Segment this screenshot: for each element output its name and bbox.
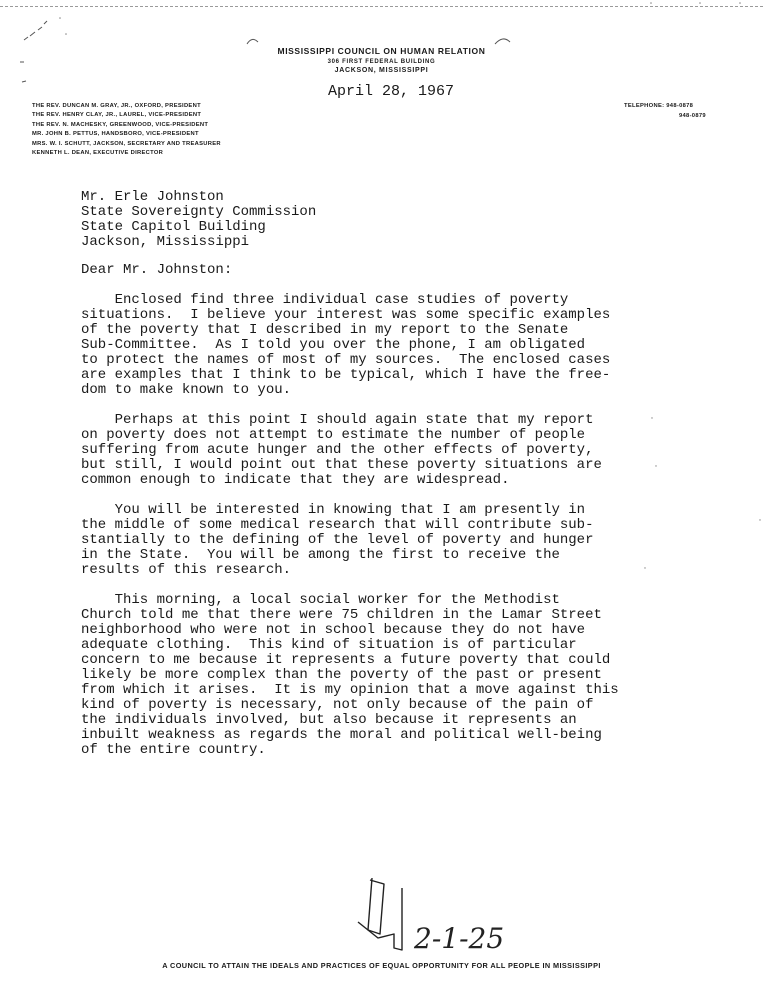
body-paragraph-4 [81,593,619,758]
recipient-line: Mr. Erle Johnston [81,189,224,205]
recipient-line: State Sovereignty Commission [81,204,317,220]
body-line: on poverty does not attempt to estimate the number of people [81,427,586,443]
officers-list [32,102,221,158]
officer-line: THE REV. N. MACHESKY, GREENWOOD, VICE-PRESIDENT [32,121,209,128]
body-paragraph-3 [81,503,593,578]
body-line: inbuilt weakness as regards the moral and political well-being [81,727,602,743]
officer-line: THE REV. DUNCAN M. GRAY, JR., OXFORD, PRESIDENT [32,103,201,109]
handwritten-file-mark [350,868,550,952]
body-line: Enclosed find three individual case studies of poverty [81,292,569,308]
telephone-secondary: 948-0879 [679,112,706,119]
body-line: in the State. You will be among the first to receive the [81,547,560,563]
officer-line: MRS. W. I. SCHUTT, JACKSON, SECRETARY AND TREASURER [32,140,221,147]
telephone-primary: TELEPHONE: 948-0878 [624,103,694,109]
letter-date: April 28, 1967 [328,83,455,100]
body-line: Sub-Committee. As I told you over the phone, I am obligated [81,337,586,353]
salutation: Dear Mr. Johnston: [81,262,233,278]
telephone-block [624,102,706,121]
body-line: of the entire country. [81,742,266,758]
body-line: the middle of some medical research that will contribute sub- [81,517,594,533]
body-line: neighborhood who were not in school because they do not have [81,622,586,638]
body-line: This morning, a local social worker for the Methodist [81,592,560,608]
body-line: from which it arises. It is my opinion that a move against this [81,682,619,698]
body-line: suffering from acute hunger and the other effects of poverty, [81,442,594,458]
recipient-line: State Capitol Building [81,219,266,235]
org-address-line2: JACKSON, MISSISSIPPI [334,67,429,74]
org-address-line1: 306 FIRST FEDERAL BUILDING [327,59,436,65]
recipient-address [81,190,316,250]
body-line: common enough to indicate that they are widespread. [81,472,510,488]
body-line: likely be more complex than the poverty of the past or present [81,667,602,683]
letterhead-footer: A COUNCIL TO ATTAIN THE IDEALS AND PRACTICES OF EQUAL OPPORTUNITY FOR ALL PEOPLE IN MISSISSIPPI [162,961,601,970]
body-line: to protect the names of most of my sources. The enclosed cases [81,352,611,368]
body-line: adequate clothing. This kind of situation is of particular [81,637,577,653]
body-line: of the poverty that I described in my report to the Senate [81,322,569,338]
officer-line: KENNETH L. DEAN, EXECUTIVE DIRECTOR [32,150,164,157]
handwritten-note: 2-1-25 [414,922,505,952]
body-line: kind of poverty is necessary, not only because of the pain of [81,697,594,713]
body-line: Perhaps at this point I should again state that my report [81,412,594,428]
body-line: results of this research. [81,562,292,578]
body-line: concern to me because it represents a future poverty that could [81,652,611,668]
body-line: stantially to the defining of the level of poverty and hunger [81,532,594,548]
body-line: the individuals involved, but also because it represents an [81,712,577,728]
body-paragraph-2 [81,413,602,488]
org-name: MISSISSIPPI COUNCIL ON HUMAN RELATION [277,46,486,56]
body-line: are examples that I think to be typical, which I have the free- [81,367,611,383]
body-line: dom to make known to you. [81,382,292,398]
body-line: You will be interested in knowing that I am presently in [81,502,586,518]
body-line: Church told me that there were 75 children in the Lamar Street [81,607,602,623]
officer-line: MR. JOHN B. PETTUS, HANDSBORO, VICE-PRESIDENT [32,131,199,138]
body-line: situations. I believe your interest was some specific examples [81,307,611,323]
body-line: but still, I would point out that these poverty situations are [81,457,602,473]
recipient-line: Jackson, Mississippi [81,234,250,250]
body-paragraph-1 [81,293,610,398]
officer-line: THE REV. HENRY CLAY, JR., LAUREL, VICE-PRESIDENT [32,112,202,119]
